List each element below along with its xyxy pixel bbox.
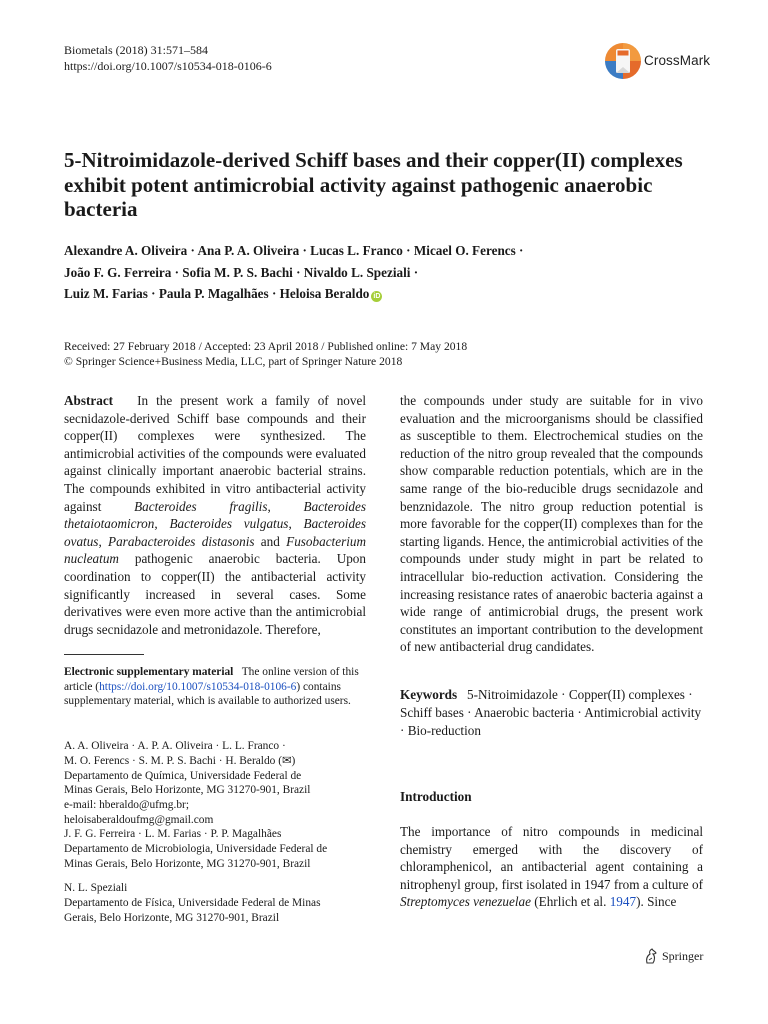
orcid-icon[interactable]: iD: [373, 293, 381, 300]
affiliation-line: M. O. Ferencs · S. M. P. S. Bachi · H. Beraldo (✉): [64, 754, 296, 767]
citation-link[interactable]: 1947: [609, 894, 637, 910]
author-line-3-text: Luiz M. Farias · Paula P. Magalhães · Heloisa Beraldo: [64, 286, 370, 301]
article-doi[interactable]: https://doi.org/10.1007/s10534-018-0106-6: [64, 59, 272, 73]
supplementary-note: [64, 665, 366, 709]
keywords-section: [400, 686, 703, 740]
abstract-continued: the compounds under study are suitable for in vivo evaluation and the microorganisms should be classified as susceptible to them. Electrochemical studies on the reduction of the nitro group revealed that the compounds show comparable reduction potentials, which are in the same range of the bio-reducible drugs secnidazole and benznidazole. The nitro group reduction potential is more favorable for the copper(II) complexes than for the starting ligands. Hence, the antimicrobial activities of the compounds under study might in part be related to intracellular bio-reduction activation. Considering the increasing resistance rates of anaerobic bacteria against a wide range of antimicrobial drugs, the present work constitutes an important contribution to the development of new antibacterial drug candidates.: [400, 393, 703, 655]
abstract-text: ,: [98, 533, 109, 549]
species-name: Bacteroides fragilis: [134, 498, 268, 514]
intro-text: ). Since: [636, 894, 677, 910]
keywords-text: 5-Nitroimidazole · Copper(II) complexes · Schiff bases · Anaerobic bacteria · Antimicrobial activity · Bio-reduction: [400, 687, 702, 738]
crossmark-badge[interactable]: [604, 42, 714, 82]
article-title: 5-Nitroimidazole-derived Schiff bases and their copper(II) complexes exhibit potent antimicrobial activity against pathogenic anaerobic bacteria: [64, 148, 683, 221]
crossmark-label: CrossMark: [644, 53, 711, 68]
affiliation-line: Departamento de Química, Universidade Federal de: [64, 769, 302, 782]
affiliation-email[interactable]: heloisaberaldoufmg@gmail.com: [64, 813, 214, 826]
author-line-3: [64, 283, 704, 305]
dates-line: Received: 27 February 2018 / Accepted: 23 April 2018 / Published online: 7 May 2018: [64, 340, 468, 353]
springer-footer: [644, 948, 714, 966]
abstract-text: pathogenic anaerobic bacteria. Upon coordination to copper(II) the antibacterial activity significantly increased in several cases. Some derivatives were even more active than the antimicrobial drugs secnidazole and metronidazole. Therefore,: [64, 551, 366, 637]
abstract-section: [64, 392, 366, 638]
species-name: Bacteroides thetaiotaomicron: [64, 498, 367, 532]
affiliation-block-3: [64, 881, 366, 925]
affiliation-line: Gerais, Belo Horizonte, MG 31270-901, Brazil: [64, 911, 280, 924]
esm-text: ) contains supplementary material, which is available to authorized users.: [64, 680, 351, 707]
affiliation-line: A. A. Oliveira · A. P. A. Oliveira · L. L. Franco ·: [64, 740, 286, 752]
species-name: Streptomyces venezuelae: [400, 894, 531, 910]
author-line-2: João F. G. Ferreira · Sofia M. P. S. Bachi · Nivaldo L. Speziali ·: [64, 264, 419, 280]
introduction-text: [400, 823, 703, 911]
species-name: Fusobacterium nucleatum: [64, 533, 366, 567]
keywords-heading: Keywords: [400, 687, 458, 702]
copyright-line: © Springer Science+Business Media, LLC, part of Springer Nature 2018: [64, 355, 403, 368]
species-name: Parabacteroides distasonis: [108, 533, 255, 549]
footnote-rule: [64, 654, 144, 655]
abstract-text: and: [254, 533, 287, 549]
abstract-text: ,: [154, 516, 170, 532]
affiliation-line: N. L. Speziali: [64, 882, 128, 894]
abstract-text: ,: [267, 498, 304, 514]
journal-header: [64, 42, 272, 74]
introduction-heading: Introduction: [400, 789, 472, 804]
publication-dates: [64, 339, 467, 369]
affiliation-line: Departamento de Física, Universidade Federal de Minas: [64, 896, 321, 909]
journal-citation: Biometals (2018) 31:571–584: [64, 43, 208, 57]
affiliation-line: Departamento de Microbiologia, Universidade Federal de: [64, 842, 328, 855]
author-line-1: Alexandre A. Oliveira · Ana P. A. Oliveira · Lucas L. Franco · Micael O. Ferencs ·: [64, 243, 524, 258]
affiliation-line: Minas Gerais, Belo Horizonte, MG 31270-901, Brazil: [64, 857, 311, 870]
springer-label: Springer: [662, 949, 704, 963]
springer-horse-icon: [644, 948, 658, 964]
abstract-text: ,: [288, 516, 304, 532]
intro-text: The importance of nitro compounds in medicinal chemistry emerged with the discovery of chloramphenicol, an antibacterial agent containing a nitrophenyl group, first isolated in 1947 from a culture of: [400, 824, 703, 892]
author-list: [64, 240, 704, 305]
affiliation-line: J. F. G. Ferreira · L. M. Farias · P. P. Magalhães: [64, 828, 282, 840]
species-name: Bacteroides ovatus: [64, 516, 367, 549]
esm-text: The online version of this article (: [64, 666, 359, 693]
esm-link[interactable]: https://doi.org/10.1007/s10534-018-0106-6: [99, 680, 297, 693]
affiliation-block-2: [64, 827, 366, 871]
abstract-text: In the present work a family of novel secnidazole-derived Schiff base compounds and their copper(II) complexes were synthesized. The antimicrobial activities of the compounds were evaluated against clinically important anaerobic bacterial strains. The compounds exhibited in vitro antibacterial activity against: [64, 393, 367, 514]
esm-heading: Electronic supplementary material: [64, 666, 234, 678]
affiliation-line: Minas Gerais, Belo Horizonte, MG 31270-901, Brazil: [64, 784, 311, 797]
intro-text: (Ehrlich et al.: [530, 894, 610, 910]
crossmark-icon: [604, 42, 642, 80]
affiliation-block-1: [64, 739, 366, 828]
affiliation-email[interactable]: e-mail: hberaldo@ufmg.br;: [64, 799, 189, 812]
species-name: Bacteroides vulgatus: [169, 516, 289, 532]
abstract-heading: Abstract: [64, 393, 114, 408]
